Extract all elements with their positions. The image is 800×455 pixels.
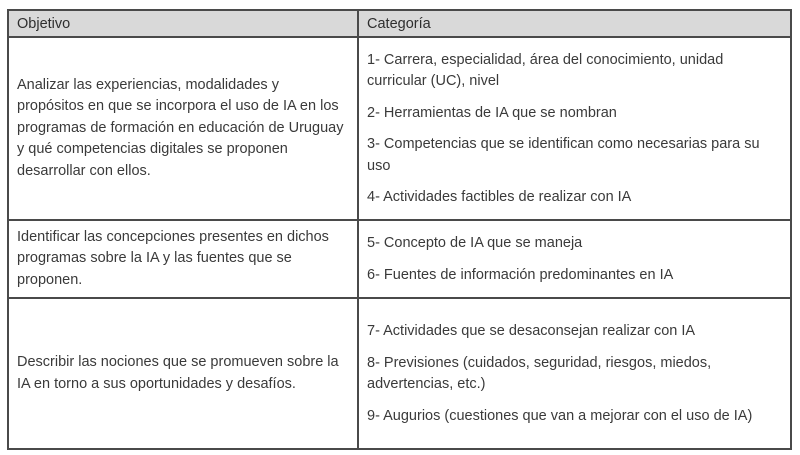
category-item: 5- Concepto de IA que se maneja bbox=[367, 235, 583, 251]
objective-cell: Describir las nociones que se promueven sobre la IA en torno a sus oportunidades y desafíos. bbox=[8, 298, 358, 449]
category-cell bbox=[358, 298, 791, 449]
category-item: 1- Carrera, especialidad, área del conocimiento, unidad curricular (UC), nivel bbox=[367, 51, 724, 89]
category-item: 2- Herramientas de IA que se nombran bbox=[367, 104, 617, 121]
objective-cell: Identificar las concepciones presentes en dichos programas sobre la IA y las fuentes que se proponen. bbox=[8, 220, 358, 298]
category-cell bbox=[358, 37, 791, 220]
table-row bbox=[8, 298, 791, 449]
table-row bbox=[8, 220, 791, 298]
category-item: 7- Actividades que se desaconsejan realizar con IA bbox=[367, 323, 696, 339]
header-objective: Objetivo bbox=[8, 10, 358, 37]
table-header-row bbox=[8, 10, 791, 37]
category-cell bbox=[358, 220, 791, 298]
header-category: Categoría bbox=[358, 10, 791, 37]
category-item: 8- Previsiones (cuidados, seguridad, riesgos, miedos, advertencias, etc.) bbox=[367, 354, 712, 392]
category-item: 4- Actividades factibles de realizar con IA bbox=[367, 189, 632, 205]
objectives-categories-table bbox=[7, 9, 792, 450]
category-item: 6- Fuentes de información predominantes en IA bbox=[367, 266, 674, 283]
objectives-categories-table-container bbox=[7, 9, 790, 450]
category-item: 9- Augurios (cuestiones que van a mejorar con el uso de IA) bbox=[367, 407, 753, 424]
table-row bbox=[8, 37, 791, 220]
category-item: 3- Competencias que se identifican como necesarias para su uso bbox=[367, 136, 760, 174]
objective-cell: Analizar las experiencias, modalidades y propósitos en que se incorpora el uso de IA en los programas de formación en educación de Uruguay y qué competencias digitales se proponen desarrollar con ellos. bbox=[8, 37, 358, 220]
